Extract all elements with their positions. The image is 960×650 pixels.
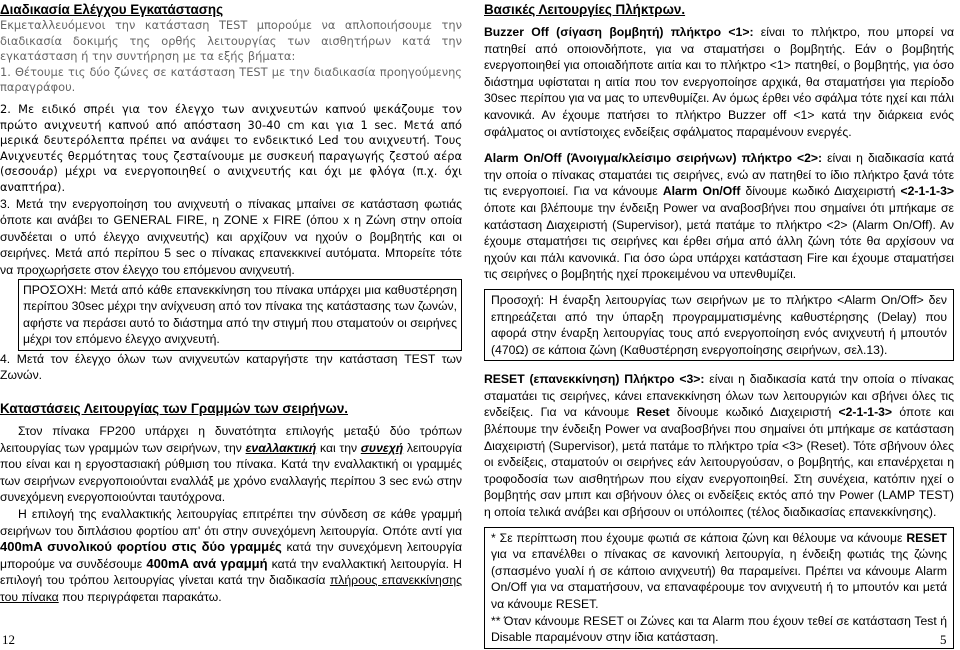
- siren-modes-paragraph-1: Στον πίνακα FP200 υπάρχει η δυνατότητα επιλογής μεταξύ δύο τρόπων λειτουργίας των γραμμών των σειρήνων, την εναλλακτική και την συνεχή λειτουργία που είναι και η εργοστασιακή ρύθμιση του πίνακα. Κατά την εναλλακτική οι γραμμές των σειρήνων ενεργοποιούνται εναλλάξ με χρόνο εναλλαγής περίπου 3 sec ενώ στην συνεχόμενη ενεργοποιούνται ταυτόχρονα.: [0, 424, 462, 505]
- intro-paragraph: Εκμεταλλευόμενοι την κατάσταση TEST μπορούμε να απλοποιήσουμε την διαδικασία δοκιμής της ορθής λειτουργίας των αισθητήρων κατά την εγκατάσταση ή την συντήρηση με τα εξής βήματα:: [0, 18, 462, 64]
- step-3: 3. Μετά την ενεργοποίηση του ανιχνευτή ο πίνακας μπαίνει σε κατάσταση φωτιάς όποτε και ανάβει το GENERAL FIRE, η ZONE x FIRE (όπου x η Ζώνη στην οποία συνδέεται ο υπό έλεγχο ανιχνευτής) και αρχίζουν να ηχούν ο βομβητής και οι σειρήνες. Μετά από περίπου 5 sec ο πίνακας επανεκκινεί αυτόματα. Μπορείτε τότε να προχωρήσετε στον έλεγχο του επόμενου ανιχνευτή.: [0, 196, 462, 277]
- page-number-right: 5: [940, 632, 947, 647]
- right-column: [484, 0, 954, 649]
- delay-note-box: Προσοχή: Η έναρξη λειτουργίας των σειρήνων με το πλήκτρο <Alarm On/Off> δεν επηρεάζεται από την ύπαρξη προγραμματισμένης καθυστέρησης (Delay) που αφορά στην έναρξη λειτουργίας τους από ενεργοποίηση ενός ανιχνευτή ή μπουτόν (470Ω) σε κάποια ζώνη (Καθυστέρηση ενεργοποίησης σειρήνων, σελ.13).: [484, 289, 954, 361]
- reset-paragraph: RESET (επανεκκίνηση) Πλήκτρο <3>: είναι η διαδικασία κατά την οποία ο πίνακας σταματάει τις σειρήνες, κάνει επανεκκίνηση όλων των λειτουργιών και σβήνει όλες τις ενδείξεις. Για να κάνουμε Reset δίνουμε κωδικό Διαχειριστή <2-1-1-3> όποτε και βλέπουμε την ένδειξη Power να αναβοσβήνει που σημαίνει ότι μπήκαμε σε κατάσταση Διαχειριστή (Supervisor), μετά πατάμε το πλήκτρο τρία <3> (Reset). Τότε σβήνουν όλες οι ενδείξεις, σταματούν οι σειρήνες εάν λειτουργούσαν, ο βομβητής, και επανέρχεται η τροφοδοσία των αισθητήρων που είχαν ενεργοποιηθεί. Στη συνέχεια, κατόπιν ηχεί ο βομβητής σαν μπιπ και σβήνουν όλες οι ενδείξεις εκτός από την Power (LAMP TEST) η οποία τελικά ανάβει και σβήσουν οι υπόλοιπες (τέλος διαδικασίας επανεκκίνησης).: [484, 372, 955, 520]
- step-2: 2. Με ειδικό σπρέι για τον έλεγχο των ανιχνευτών καπνού ψεκάζουμε τον πρώτο ανιχνευτή καπνού από απόσταση 30-40 cm και για 1 sec. Μετά από μερικά δευτερόλεπτα πρέπει να ανάψει το ενδεικτικό Led του ανιχνευτή. Τους Ανιχνευτές θερμότητας τους ζεσταίνουμε με συσκευή παραγωγής ζεστού αέρα (σεσουάρ) μέχρι να ενεργοποιηθεί ο ανιχνευτής και όχι με φλόγα (π.χ. όχι αναπτήρα).: [0, 101, 462, 194]
- page-number-left: 12: [2, 632, 15, 647]
- step-1: 1. Θέτουμε τις δύο ζώνες σε κατάσταση TEST με την διαδικασία προηγούμενης παραγράφου.: [0, 64, 462, 95]
- heading-siren-modes: Καταστάσεις Λειτουργίας των Γραμμών των σειρήνων.: [0, 401, 349, 417]
- heading-installation-check: Διαδικασία Ελέγχου Εγκατάστασης: [0, 2, 224, 17]
- heading-key-functions: Βασικές Λειτουργίες Πλήκτρων.: [484, 2, 686, 17]
- siren-modes-paragraph-2: Η επιλογή της εναλλακτικής λειτουργίας επιτρέπει την σύνδεση σε κάθε γραμμή σειρήνων του διπλάσιου φορτίου απ' ότι στην συνεχόμενη λειτουργία. Οπότε αντί για 400mA συνολικού φορτίου στις δύο γραμμές κατά την συνεχόμενη λειτουργία μπορούμε να συνδέσουμε 400mA ανά γραμμή κατά την εναλλακτική λειτουργία. Η επιλογή του τρόπου λειτουργίας γίνεται κατά την διαδικασία πλήρους επανεκκίνησης του πίνακα που περιγράφεται παρακάτω.: [0, 507, 462, 604]
- left-column: [0, 0, 462, 606]
- reset-notes-box: * Σε περίπτωση που έχουμε φωτιά σε κάποια ζώνη και θέλουμε να κάνουμε RESET για να επανέλθει ο πίνακας σε κανονική λειτουργία, η ένδειξη φωτιάς της ζώνης (σπασμένο γυαλί ή σε κάποιο ανιχνευτή) θα παραμείνει. Πρέπει να κάνουμε Alarm On/Off για να σταματήσουν, να επαναφέρουμε τον ανιχνευτή ή το μπουτόν και μετά να κάνουμε RESET. ** Όταν κάνουμε RESET οι Ζώνες και τα Alarm που έχουν τεθεί σε κατάσταση Test ή Disable παραμένουν στην ίδια κατάσταση.: [484, 527, 954, 649]
- step-4: 4. Μετά τον έλεγχο όλων των ανιχνευτών καταργήστε την κατάσταση TEST των Ζωνών.: [0, 351, 462, 383]
- buzzer-off-paragraph: Buzzer Off (σίγαση βομβητή) πλήκτρο <1>: είναι το πλήκτρο, που μπορεί να πατηθεί από οποιονδήποτε, για να σταματήσει ο βομβητής. Εάν ο βομβητής ενεργοποιηθεί για οποιαδήποτε αιτία και το πλήκτρο <1> πατηθεί, ο βομβητής, για όσο διάστημα υφίσταται η αιτία που τον ενεργοποίησε αρχικά, θα σταματήσει για περίοδο 30sec περίπου για να μας το υπενθυμίζει. Αν όμως έρθει νέο σφάλμα τότε ηχεί και πάλι κανονικά. Αν έχουμε πατήσει το πλήκτρο Buzzer off <1> κατά την διάρκεια ενός σφάλματος οι αντίστοιχες ενδείξεις σφάλματος παραμένουν ενεργές.: [484, 25, 954, 139]
- warning-box: ΠΡΟΣΟΧΗ: Μετά από κάθε επανεκκίνηση του πίνακα υπάρχει μια καθυστέρηση περίπου 30sec μέχρι την ανίχνευση από τον πίνακα της κατάστασης των ζωνών, αφήστε να περάσει αυτό το διάστημα από την στιγμή που σταματούν οι σειρήνες μέχρι τον επόμενο έλεγχο ανιχνευτή.: [18, 279, 462, 351]
- alarm-onoff-paragraph: Alarm On/Off (Άνοιγμα/κλείσιμο σειρήνων) πλήκτρο <2>: είναι η διαδικασία κατά την οποία ο πίνακας σταματάει τις σειρήνες, ενώ αν πατηθεί το ίδιο πλήκτρο ξανά τότε τις ενεργοποιεί. Για να κάνουμε Alarm On/Off δίνουμε κωδικό Διαχειριστή <2-1-1-3> όποτε και βλέπουμε την ένδειξη Power να αναβοσβήνει που σημαίνει ότι μπήκαμε σε κατάσταση Διαχειριστή (Supervisor), μετά πατάμε το πλήκτρο <2> (Alarm On/Off). Αν έχουμε σταματήσει τις σειρήνες και έρθει σήμα από άλλη ζώνη τότε θα αρχίσουν να ηχούν και πάλι κανονικά. Για όσο ώρα υπάρχει κατάσταση Fire και έχουμε σταματήσει τις σειρήνες ο βομβητής ηχεί προκειμένου να υπενθυμίζει.: [484, 151, 955, 282]
